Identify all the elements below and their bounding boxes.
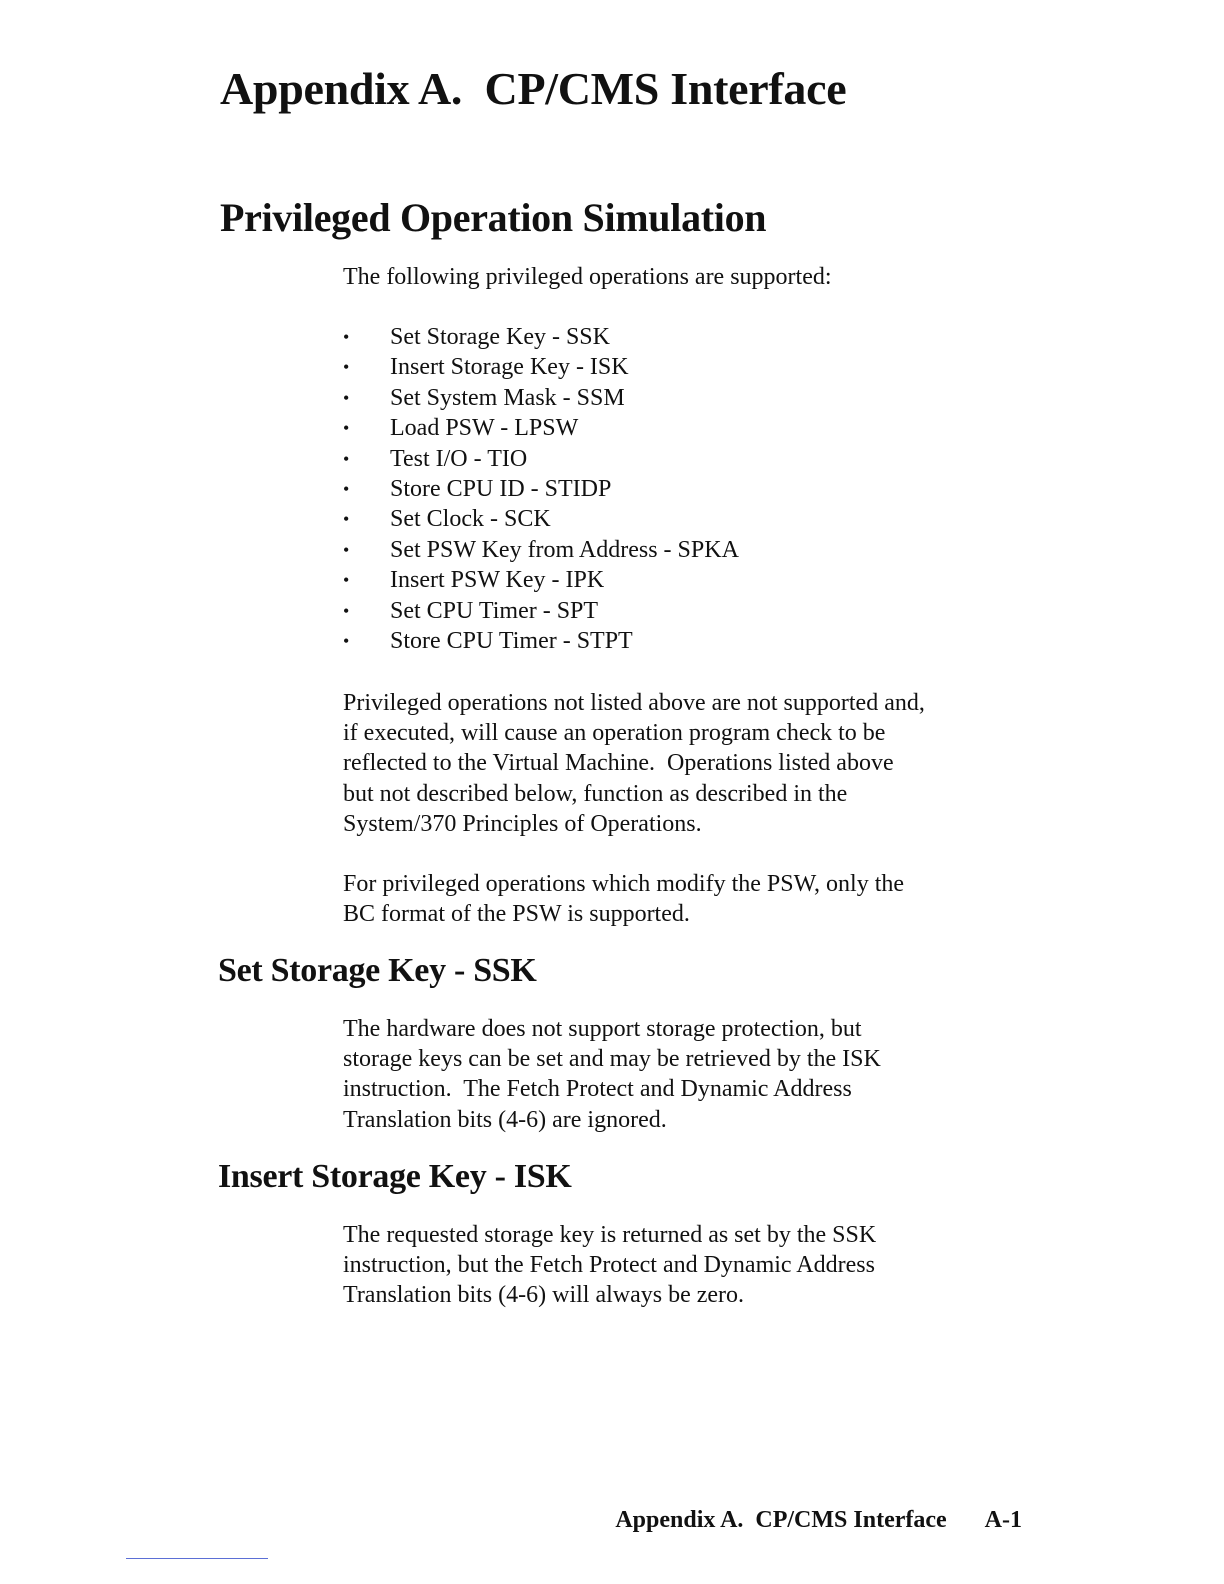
list-item [343,413,739,443]
paragraph-line: storage keys can be set and may be retrieved by the ISK [343,1046,881,1073]
list-item [343,535,739,565]
list-item [343,322,739,352]
list-item-label: Set System Mask - SSM [390,384,625,411]
list-item-label: Set CPU Timer - SPT [390,597,599,624]
list-item [343,626,739,656]
bullet-icon: • [343,448,350,469]
footer-running-title: Appendix A. CP/CMS Interface [615,1507,947,1533]
paragraph-line: if executed, will cause an operation program check to be [343,720,886,747]
footer-divider [126,1558,268,1559]
paragraph-line: For privileged operations which modify the PSW, only the [343,871,905,897]
bullet-icon: • [343,478,350,499]
isk-paragraph [343,1220,1033,1311]
subsection-title-isk: Insert Storage Key - ISK [218,1158,572,1195]
ssk-paragraph [343,1014,1033,1135]
list-item [343,474,739,504]
paragraph-line: Translation bits (4-6) are ignored. [343,1106,667,1133]
bullet-icon: • [343,327,350,347]
page-footer [605,1480,1022,1534]
bullet-icon: • [343,387,350,408]
operations-list [343,322,739,656]
paragraph-line: The requested storage key is returned as set by the SSK [343,1222,877,1248]
paragraph-line: instruction, but the Fetch Protect and Dynamic Address [343,1252,875,1279]
paragraph-line: but not described below, function as described in the [343,780,848,807]
list-item [343,504,739,534]
bullet-icon: • [343,509,350,530]
list-item-label: Store CPU ID - STIDP [390,475,612,502]
bullet-icon: • [343,539,350,560]
paragraph-line: BC format of the PSW is supported. [343,901,690,928]
psw-paragraph [343,869,1033,929]
list-item-label: Set Clock - SCK [390,506,551,533]
paragraph-line: System/370 Principles of Operations. [343,810,702,837]
list-item-label: Set PSW Key from Address - SPKA [390,536,739,563]
unsupported-paragraph [343,688,1033,839]
bullet-icon: • [343,630,350,651]
paragraph-line: instruction. The Fetch Protect and Dynamic Address [343,1076,852,1103]
paragraph-line: The hardware does not support storage protection, but [343,1016,862,1042]
paragraph-line: Privileged operations not listed above are not supported and, [343,690,925,716]
bullet-icon: • [343,600,350,621]
footer-page-number: A-1 [984,1507,1022,1533]
intro-line: The following privileged operations are supported: [343,264,832,290]
intro-paragraph [343,262,1033,292]
list-item [343,565,739,595]
list-item [343,352,739,382]
list-item-label: Load PSW - LPSW [390,415,579,442]
list-item-label: Insert PSW Key - IPK [390,567,605,594]
list-item-label: Insert Storage Key - ISK [390,354,629,381]
list-item-label: Store CPU Timer - STPT [390,627,633,654]
subsection-title-ssk: Set Storage Key - SSK [218,952,537,989]
list-item-label: Test I/O - TIO [390,445,528,472]
list-item-label: Set Storage Key - SSK [390,324,610,350]
list-item [343,596,739,626]
section-title-privileged-operation-simulation: Privileged Operation Simulation [220,195,767,240]
bullet-icon: • [343,357,350,378]
bullet-icon: • [343,570,350,591]
paragraph-line: Translation bits (4-6) will always be zero. [343,1282,745,1309]
page-title: Appendix A. CP/CMS Interface [220,63,847,114]
paragraph-line: reflected to the Virtual Machine. Operations listed above [343,750,894,777]
list-item [343,444,739,474]
list-item [343,383,739,413]
bullet-icon: • [343,418,350,439]
